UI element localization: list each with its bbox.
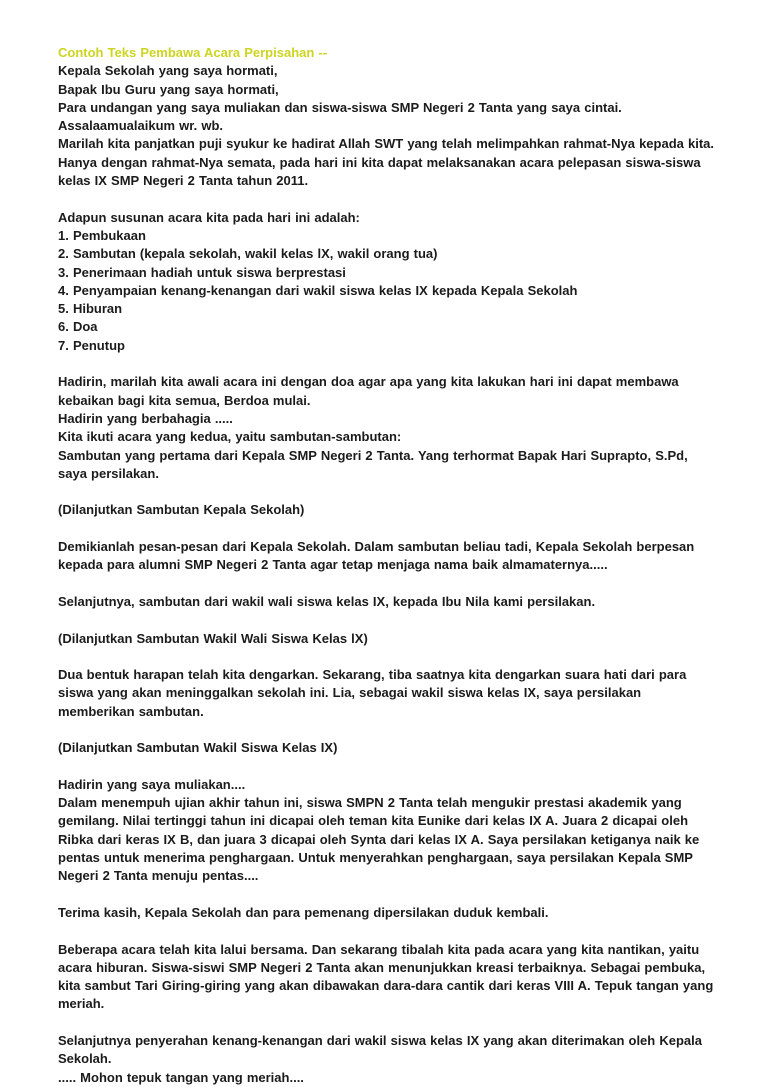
paragraph-spacer (58, 721, 714, 739)
text-line: 3. Penerimaan hadiah untuk siswa berprestasi (58, 264, 346, 280)
paragraph-spacer (58, 886, 714, 904)
paragraph-spacer (58, 922, 714, 940)
text-line: Terima kasih, Kepala Sekolah dan para pemenang dipersilakan duduk kembali. (58, 904, 549, 920)
document-title: Contoh Teks Pembawa Acara Perpisahan -- (58, 45, 328, 60)
paragraph-spacer (58, 575, 714, 593)
paragraph-spacer (58, 648, 714, 666)
text-line: (Dilanjutkan Sambutan Wakil Wali Siswa Kelas lX) (58, 630, 368, 646)
text-line: Bapak Ibu Guru yang saya hormati, (58, 81, 279, 97)
paragraph-spacer (58, 483, 714, 501)
text-line: Assalaamualaikum wr. wb. (58, 118, 224, 134)
paragraph-spacer (58, 758, 714, 776)
text-line: Sambutan yang pertama dari Kepala SMP Negeri 2 Tanta. Yang terhormat Bapak Hari Suprapto, S.Pd, saya persilakan. (58, 447, 688, 481)
text-line: Dua bentuk harapan telah kita dengarkan. Sekarang, tiba saatnya kita dengarkan suara hati dari para siswa yang akan meninggalkan sekolah ini. Lia, sebagai wakil siswa kelas IX, saya persilakan memberikan sambutan. (58, 667, 687, 719)
text-line: Hadirin yang saya muliakan.... (58, 776, 246, 792)
text-line: 7. Penutup (58, 337, 125, 353)
text-line: ..... Mohon tepuk tangan yang meriah.... (58, 1069, 304, 1085)
paragraph-spacer (58, 190, 714, 208)
text-line: 6. Doa (58, 319, 98, 335)
text-line: Selanjutnya penyerahan kenang-kenangan dari wakil siswa kelas IX yang akan diterimakan oleh Kepala Sekolah. (58, 1033, 702, 1067)
text-line: Adapun susunan acara kita pada hari ini adalah: (58, 209, 360, 225)
text-line: (Dilanjutkan Sambutan Wakil Siswa Kelas IX) (58, 740, 338, 756)
text-line: 2. Sambutan (kepala sekolah, wakil kelas lX, wakil orang tua) (58, 246, 438, 262)
paragraph-spacer (58, 520, 714, 538)
text-line: 5. Hiburan (58, 301, 123, 317)
paragraph-spacer (58, 1014, 714, 1032)
text-line: Selanjutnya, sambutan dari wakil wali siswa kelas IX, kepada Ibu Nila kami persilakan. (58, 593, 596, 609)
text-line: Hadirin yang berbahagia ..... (58, 410, 233, 426)
text-line: Beberapa acara telah kita lalui bersama. Dan sekarang tibalah kita pada acara yang kita nantikan, yaitu acara hiburan. Siswa-siswi SMP Negeri 2 Tanta akan menunjukkan kreasi terbaiknya. Sebagai pembuka, kita sambut Tari Giring-giring yang akan dibawakan dara-dara cantik dari keras VIII A. Tepuk tangan yang meriah. (58, 941, 714, 1012)
text-line: Dalam menempuh ujian akhir tahun ini, siswa SMPN 2 Tanta telah mengukir prestasi akademik yang gemilang. Nilai tertinggi tahun ini dicapai oleh teman kita Eunike dari kelas IX A. Juara 2 dicapai oleh Ribka dari keras IX B, dan juara 3 dicapai oleh Synta dari kelas IX A. Saya persilakan ketiganya naik ke pentas untuk menerima penghargaan. Untuk menyerahkan penghargaan, saya persilakan Kepala SMP Negeri 2 Tanta menuju pentas.... (58, 795, 700, 884)
document-content (58, 44, 714, 1087)
text-line: 1. Pembukaan (58, 227, 146, 243)
text-line: 4. Penyampaian kenang-kenangan dari wakil siswa kelas IX kepada Kepala Sekolah (58, 282, 578, 298)
text-line: Para undangan yang saya muliakan dan siswa-siswa SMP Negeri 2 Tanta yang saya cintai. (58, 99, 622, 115)
text-line: Marilah kita panjatkan puji syukur ke hadirat Allah SWT yang telah melimpahkan rahmat-Nya kepada kita. (58, 136, 714, 152)
paragraph-spacer (58, 611, 714, 629)
text-line: (Dilanjutkan Sambutan Kepala Sekolah) (58, 502, 305, 518)
paragraph-spacer (58, 355, 714, 373)
text-line: Kepala Sekolah yang saya hormati, (58, 63, 278, 79)
text-line: Hadirin, marilah kita awali acara ini dengan doa agar apa yang kita lakukan hari ini dapat membawa kebaikan bagi kita semua, Berdoa mulai. (58, 374, 679, 408)
text-line: Kita ikuti acara yang kedua, yaitu sambutan-sambutan: (58, 429, 402, 445)
text-line: Hanya dengan rahmat-Nya semata, pada hari ini kita dapat melaksanakan acara pelepasan siswa-siswa kelas IX SMP Negeri 2 Tanta tahun 2011. (58, 154, 701, 189)
text-line: Demikianlah pesan-pesan dari Kepala Sekolah. Dalam sambutan beliau tadi, Kepala Sekolah berpesan kepada para alumni SMP Negeri 2 Tanta agar tetap menjaga nama baik almamaternya..... (58, 539, 695, 573)
